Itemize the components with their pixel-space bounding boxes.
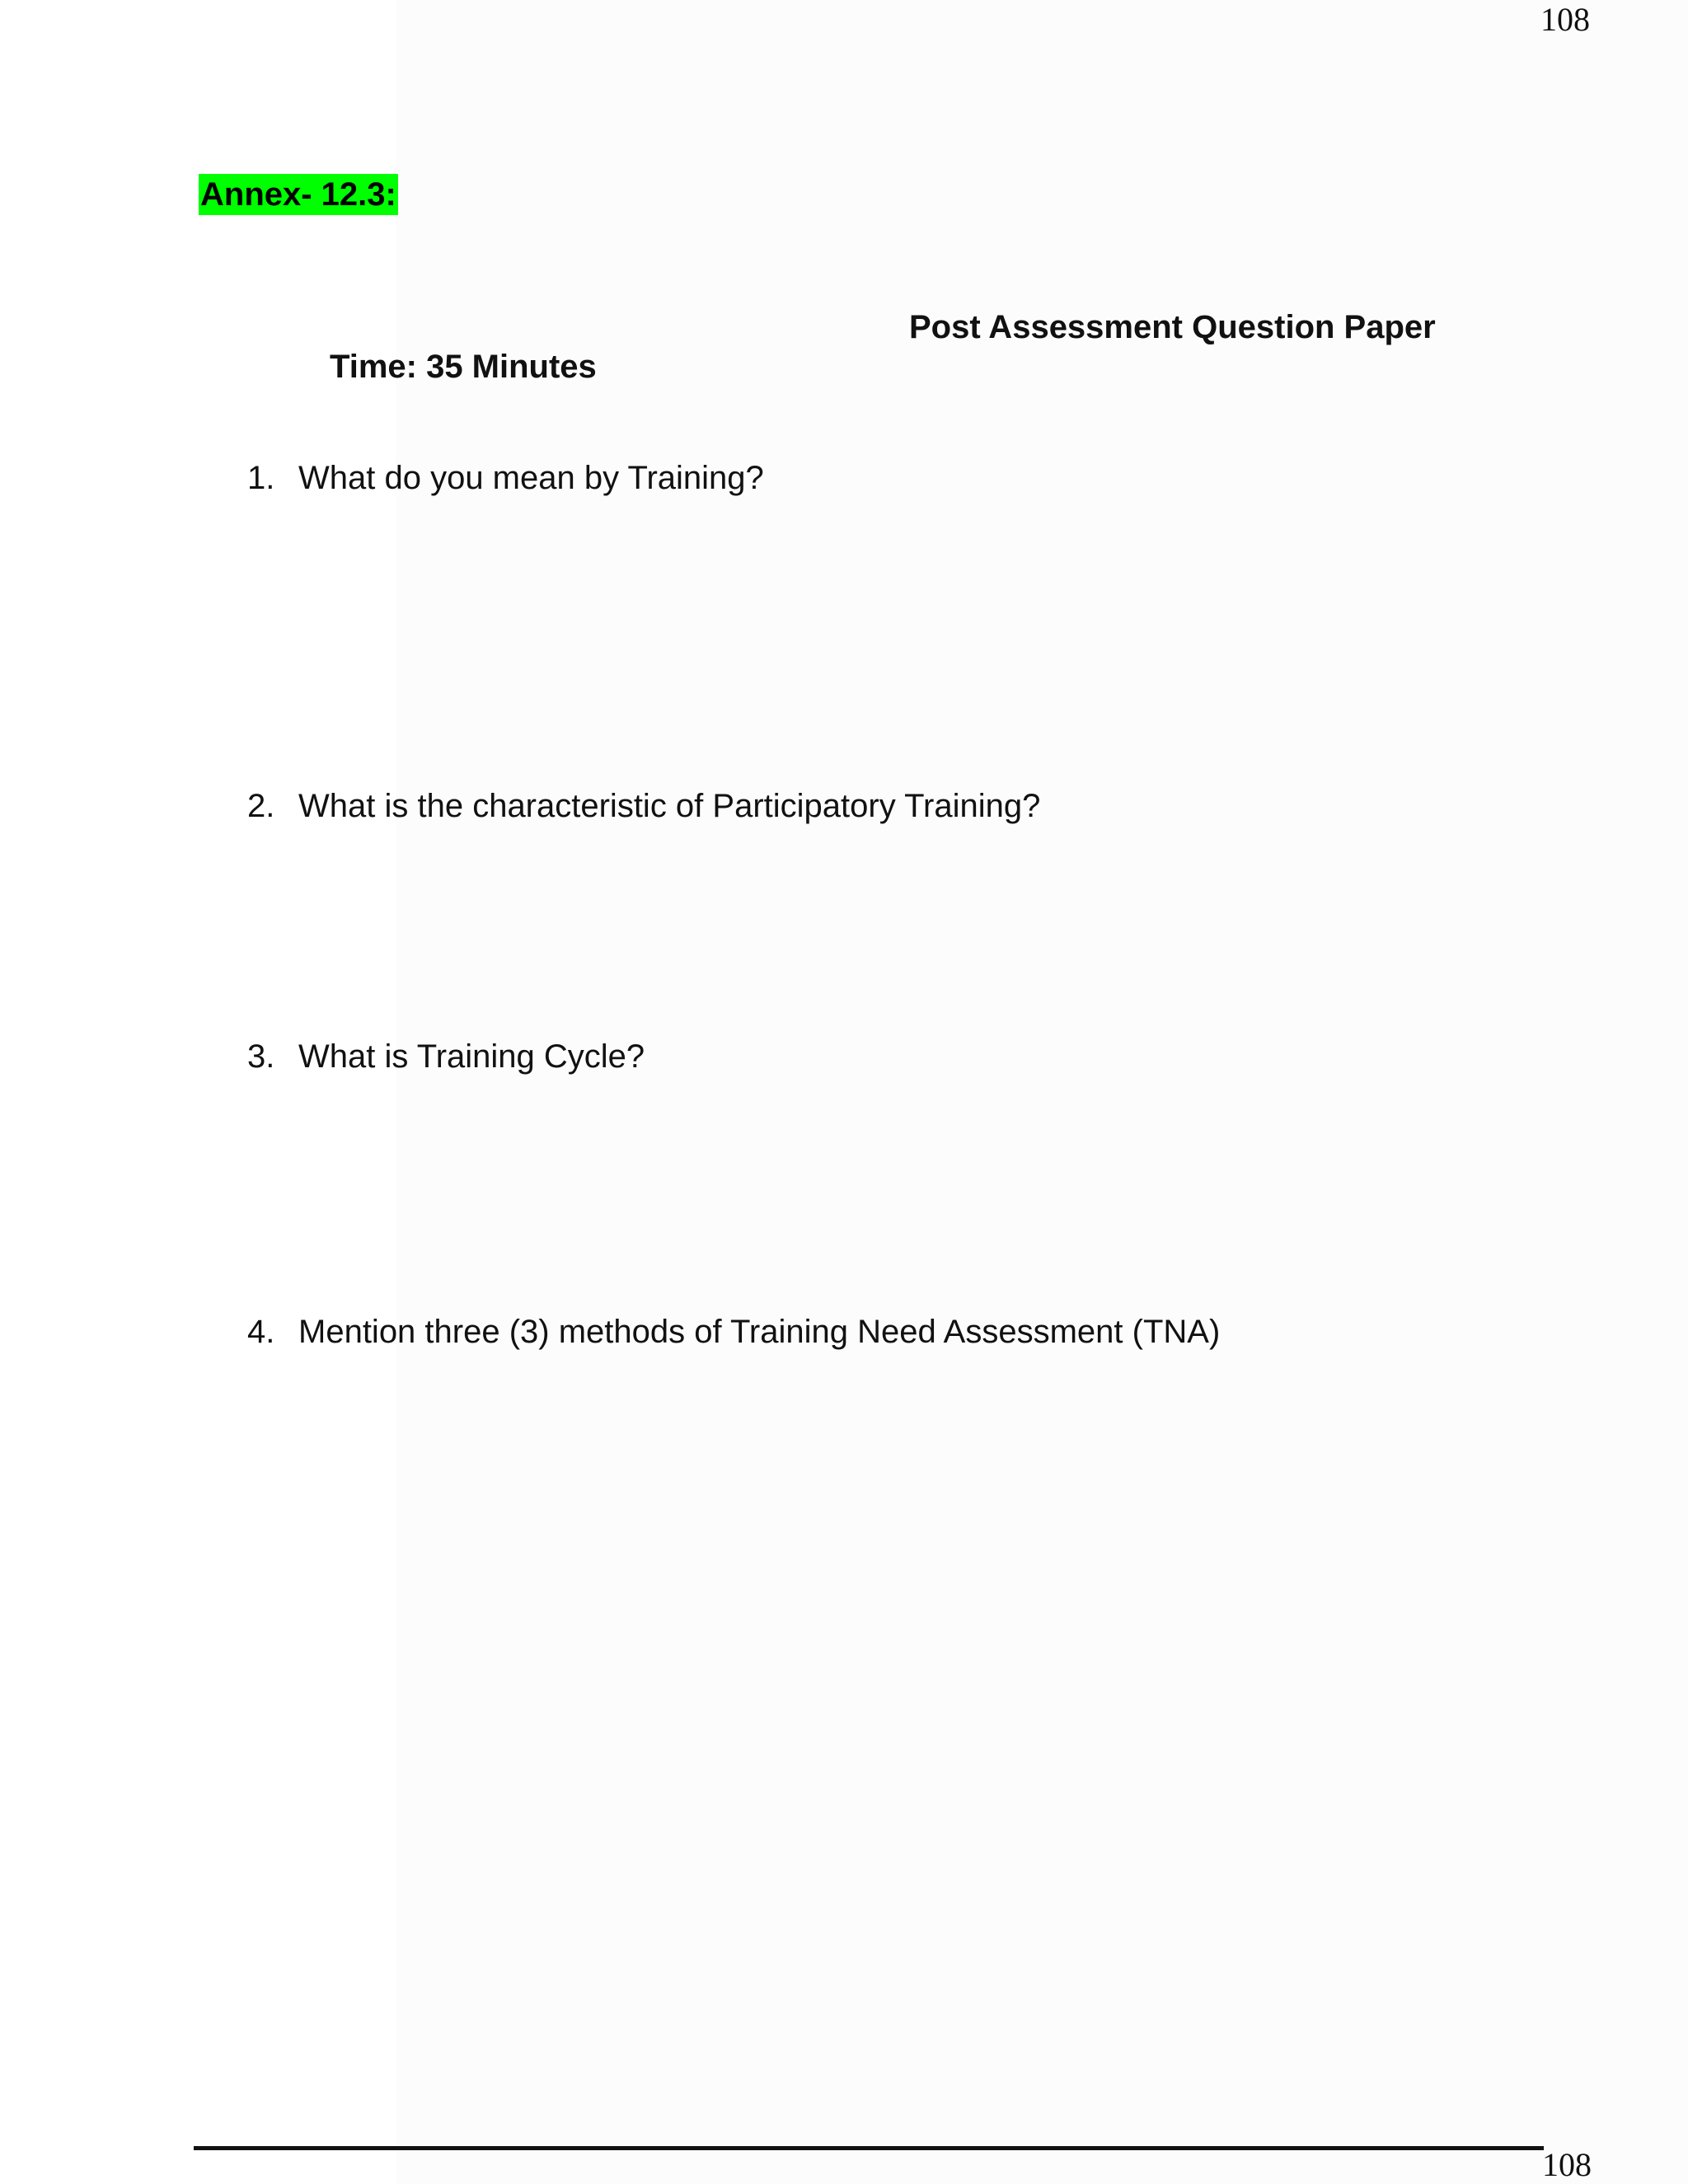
- paper-title: Post Assessment Question Paper: [909, 309, 1436, 345]
- question-text: What is the characteristic of Participatory Training?: [298, 788, 1041, 824]
- time-limit: Time: 35 Minutes: [330, 349, 597, 385]
- question-text: What is Training Cycle?: [298, 1038, 645, 1075]
- question-text: What do you mean by Training?: [298, 460, 764, 496]
- question-item: [247, 1037, 645, 1076]
- question-item: [247, 786, 1040, 826]
- annex-label: Annex- 12.3:: [199, 174, 398, 215]
- question-item: [247, 458, 764, 498]
- question-number: 3.: [247, 1038, 275, 1075]
- page-number-bottom: 108: [1542, 2146, 1592, 2183]
- question-number: 2.: [247, 788, 275, 824]
- question-number: 1.: [247, 460, 275, 496]
- footer-rule: [194, 2146, 1544, 2150]
- question-item: [247, 1312, 1220, 1352]
- question-text: Mention three (3) methods of Training Need Assessment (TNA): [298, 1314, 1221, 1350]
- page-number-top: 108: [1540, 1, 1590, 38]
- question-number: 4.: [247, 1314, 275, 1350]
